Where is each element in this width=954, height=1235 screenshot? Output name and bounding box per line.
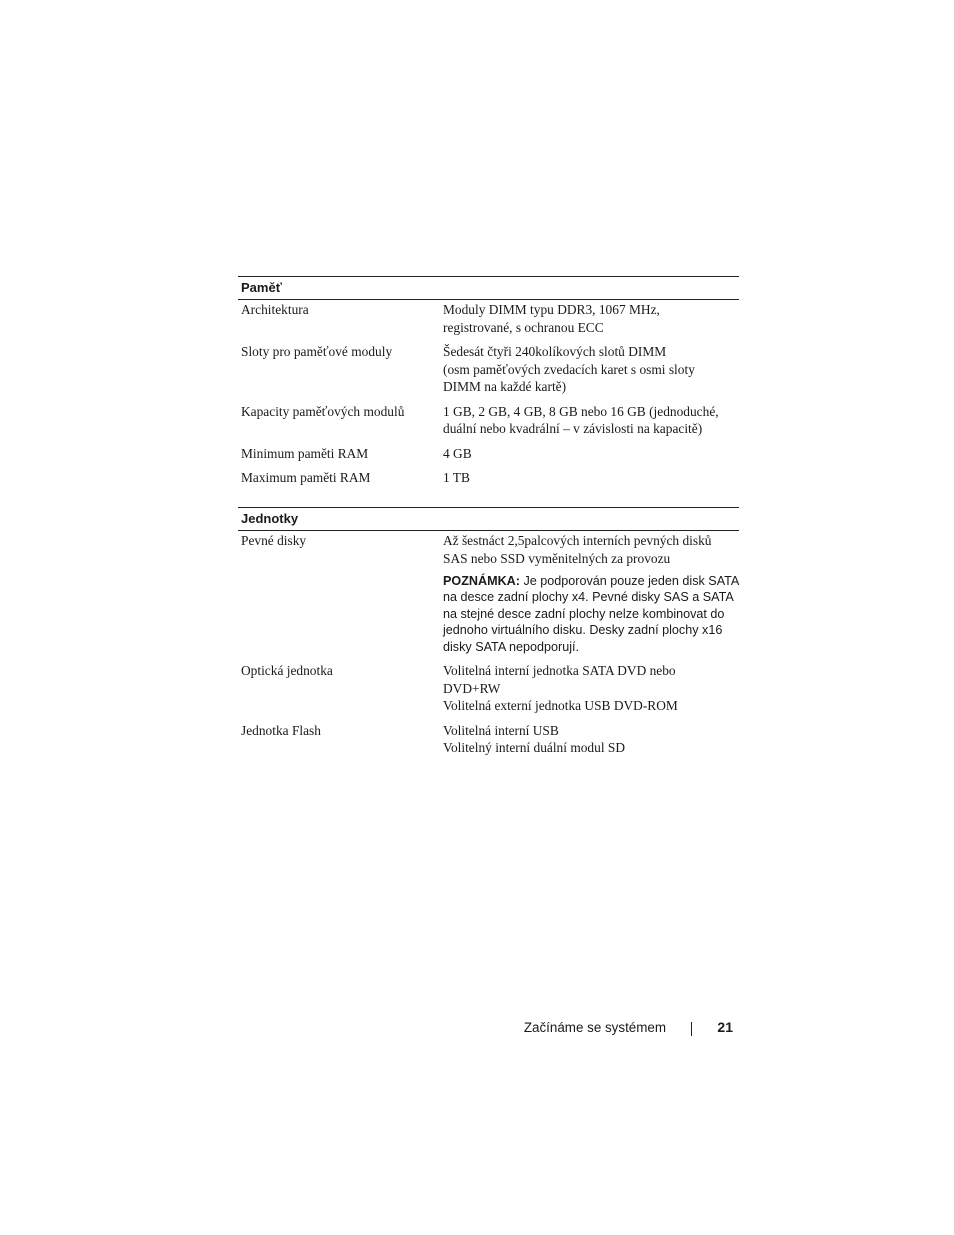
page-footer bbox=[0, 1019, 954, 1039]
memory-rows bbox=[238, 300, 739, 487]
footer-chapter-title: Začínáme se systémem bbox=[523, 1020, 666, 1035]
spec-value bbox=[443, 301, 739, 336]
spec-value-line: (osm paměťových zvedacích karet s osmi sloty bbox=[443, 361, 695, 377]
spec-value-line: 1 GB, 2 GB, 4 GB, 8 GB nebo 16 GB (jednoduché, bbox=[443, 403, 719, 419]
spec-row bbox=[238, 662, 739, 715]
memory-section-title: Paměť bbox=[238, 276, 739, 300]
spec-value-line: DVD+RW bbox=[443, 680, 501, 696]
spec-row bbox=[238, 301, 739, 336]
spec-label: Pevné disky bbox=[241, 533, 307, 548]
drives-spec-table bbox=[238, 507, 739, 757]
spec-value bbox=[443, 532, 739, 655]
drives-section-title: Jednotky bbox=[238, 507, 739, 531]
spec-value-line: 1 TB bbox=[443, 470, 470, 485]
note-text: Je podporován pouze jeden disk SATA na desce zadní plochy x4. Pevné disky SAS a SATA na stejné desce zadní plochy nelze kombinovat do jednoho virtuálního disku. Desky zadní plochy x16 disky SATA nepodporují. bbox=[443, 574, 739, 654]
spec-value-line: Volitelný interní duální modul SD bbox=[443, 740, 626, 756]
spec-row bbox=[238, 722, 739, 757]
spec-row bbox=[238, 469, 739, 487]
spec-value bbox=[443, 722, 739, 757]
spec-row bbox=[238, 403, 739, 438]
spec-label: Optická jednotka bbox=[241, 663, 333, 679]
spec-value bbox=[443, 403, 739, 438]
memory-spec-table bbox=[238, 276, 739, 487]
spec-value-line: Volitelná externí jednotka USB DVD-ROM bbox=[443, 698, 678, 714]
spec-value-line: registrované, s ochranou ECC bbox=[443, 319, 604, 335]
note-block bbox=[443, 573, 739, 655]
spec-value bbox=[443, 343, 739, 396]
spec-value-line: Moduly DIMM typu DDR3, 1067 MHz, bbox=[443, 302, 660, 317]
spec-value-line: DIMM na každé kartě) bbox=[443, 379, 567, 394]
spec-value bbox=[443, 469, 739, 487]
spec-value bbox=[443, 445, 739, 463]
spec-value-line: 4 GB bbox=[443, 445, 472, 461]
spec-value-line: Šedesát čtyři 240kolíkových slotů DIMM bbox=[443, 344, 667, 359]
spec-label: Minimum paměti RAM bbox=[241, 445, 369, 461]
spec-label: Architektura bbox=[241, 302, 309, 317]
spec-label: Maximum paměti RAM bbox=[241, 470, 371, 485]
spec-label: Sloty pro paměťové moduly bbox=[241, 344, 393, 359]
spec-value-line: duální nebo kvadrální – v závislosti na kapacitě) bbox=[443, 421, 703, 436]
drives-rows bbox=[238, 531, 739, 757]
spec-value-line: SAS nebo SSD vyměnitelných za provozu bbox=[443, 550, 671, 566]
spec-value-line: Až šestnáct 2,5palcových interních pevných disků bbox=[443, 533, 712, 548]
spec-value-line: Volitelná interní USB bbox=[443, 722, 559, 738]
spec-row bbox=[238, 532, 739, 655]
spec-label: Kapacity paměťových modulů bbox=[241, 403, 405, 419]
spec-label: Jednotka Flash bbox=[241, 722, 321, 738]
spec-value-line: Volitelná interní jednotka SATA DVD nebo bbox=[443, 663, 676, 679]
spec-row bbox=[238, 343, 739, 396]
footer-separator bbox=[691, 1022, 692, 1036]
spec-row bbox=[238, 445, 739, 463]
spec-value bbox=[443, 662, 739, 715]
note-label: POZNÁMKA: bbox=[443, 574, 520, 588]
page-number: 21 bbox=[717, 1019, 733, 1035]
